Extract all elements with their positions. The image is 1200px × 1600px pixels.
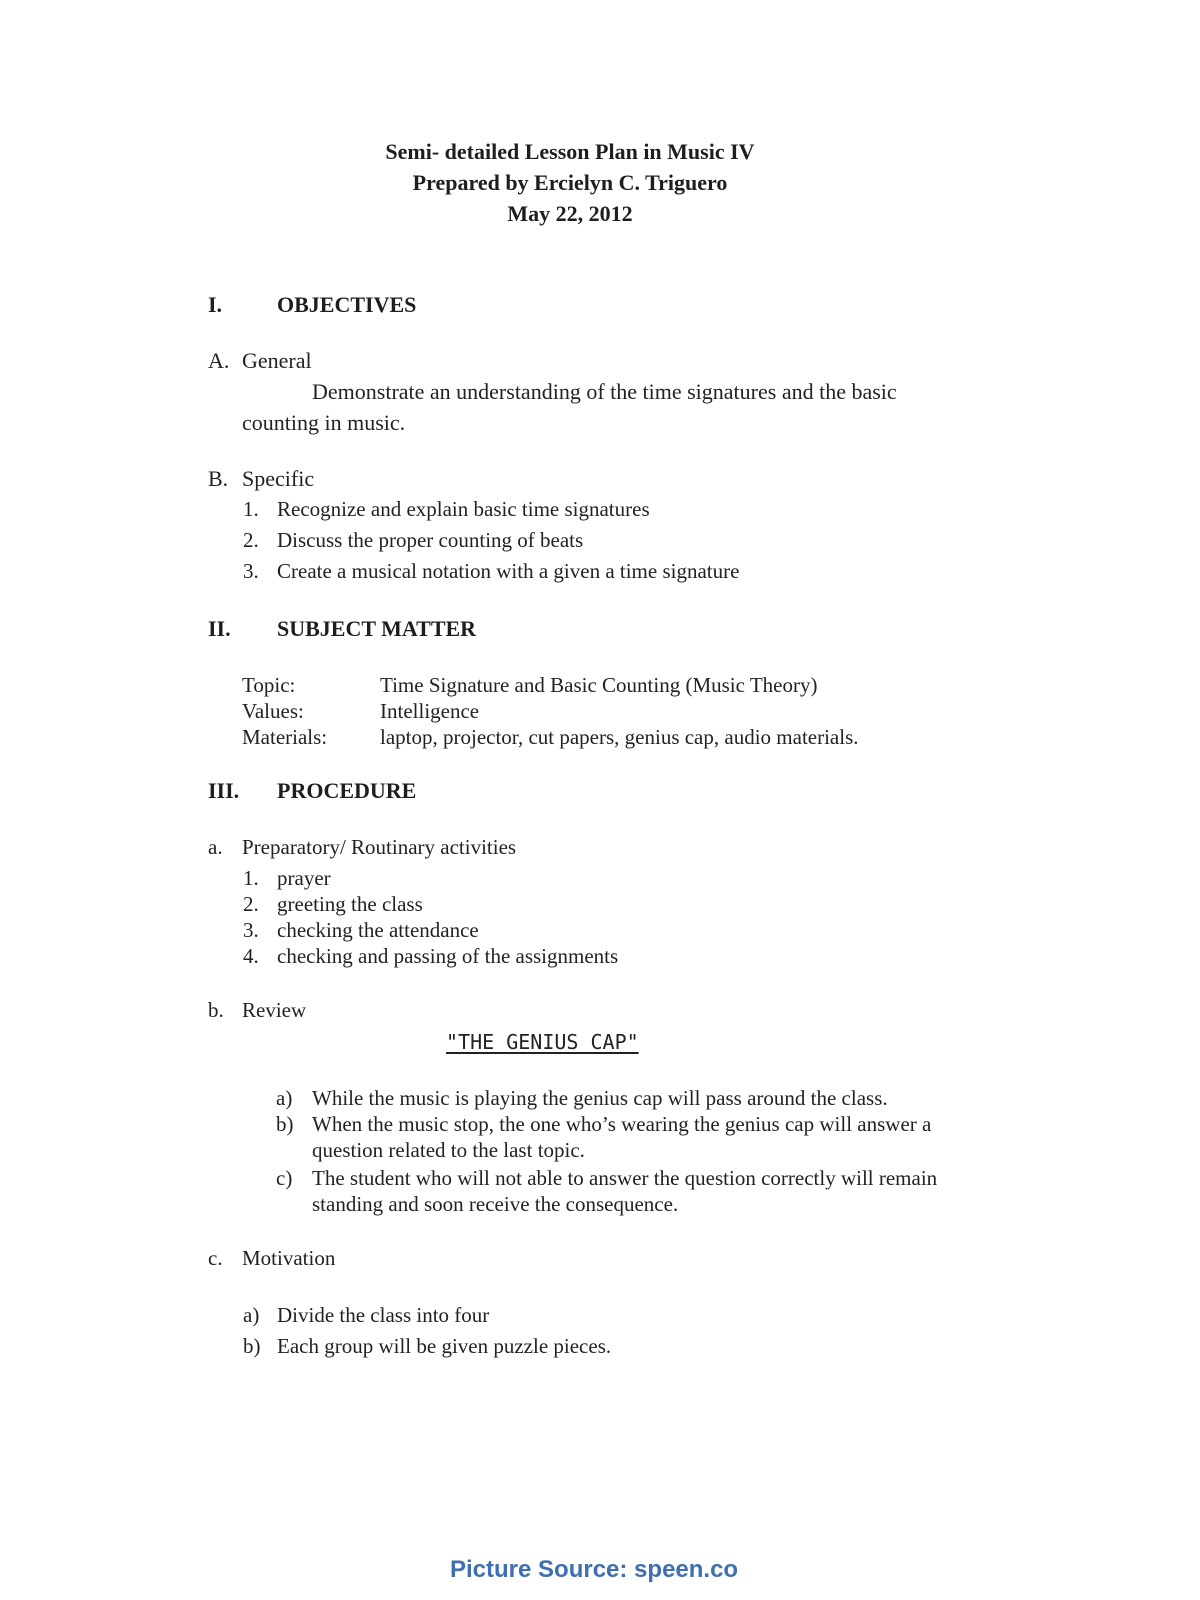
- values-label: Values:: [242, 699, 304, 723]
- general-text-line-2: counting in music.: [242, 410, 406, 435]
- preparatory-label: Preparatory/ Routinary activities: [242, 835, 517, 859]
- list-item-number: 3.: [243, 559, 259, 583]
- document-title: Semi- detailed Lesson Plan in Music IV: [385, 139, 755, 164]
- values-value: Intelligence: [380, 699, 480, 723]
- motivation-item: Divide the class into four: [277, 1303, 490, 1327]
- list-item: checking the attendance: [277, 918, 479, 942]
- general-text-line-1: Demonstrate an understanding of the time signatures and the basic: [312, 379, 897, 404]
- list-item-number: 3.: [243, 918, 259, 942]
- general-marker: A.: [208, 348, 230, 373]
- prepared-by: Prepared by Ercielyn C. Triguero: [412, 170, 728, 195]
- section-number-subject-matter: II.: [208, 616, 231, 641]
- list-item-number: 1.: [243, 497, 259, 521]
- materials-label: Materials:: [242, 725, 328, 749]
- list-item: Discuss the proper counting of beats: [277, 528, 584, 552]
- list-item: prayer: [277, 866, 331, 890]
- list-item: greeting the class: [277, 892, 423, 916]
- preparatory-marker: a.: [208, 835, 223, 859]
- review-marker: b.: [208, 998, 224, 1022]
- review-label: Review: [242, 998, 307, 1022]
- review-item-line-2: question related to the last topic.: [312, 1138, 585, 1162]
- section-heading-objectives: OBJECTIVES: [277, 292, 417, 317]
- general-label: General: [242, 348, 312, 373]
- review-item-line-1: The student who will not able to answer the question correctly will remain: [312, 1166, 938, 1190]
- section-heading-procedure: PROCEDURE: [277, 778, 417, 803]
- list-item-number: 2.: [243, 528, 259, 552]
- list-item: checking and passing of the assignments: [277, 944, 619, 968]
- review-item-marker: a): [276, 1086, 293, 1110]
- picture-source-caption: Picture Source: speen.co: [450, 1556, 739, 1583]
- section-number-procedure: III.: [208, 778, 240, 803]
- motivation-item-marker: a): [243, 1303, 260, 1327]
- specific-marker: B.: [208, 466, 229, 491]
- review-item: While the music is playing the genius cap will pass around the class.: [312, 1086, 888, 1110]
- section-heading-subject-matter: SUBJECT MATTER: [277, 616, 477, 641]
- review-item-line-1: When the music stop, the one who’s wearing the genius cap will answer a: [312, 1112, 932, 1136]
- list-item: Create a musical notation with a given a time signature: [277, 559, 740, 583]
- motivation-marker: c.: [208, 1246, 223, 1270]
- review-item-line-2: standing and soon receive the consequence.: [312, 1192, 679, 1216]
- topic-label: Topic:: [242, 673, 296, 697]
- list-item-number: 1.: [243, 866, 259, 890]
- motivation-item-marker: b): [243, 1334, 261, 1358]
- review-item-marker: c): [276, 1166, 293, 1190]
- review-activity-title: "THE GENIUS CAP": [446, 1030, 639, 1054]
- list-item-number: 2.: [243, 892, 259, 916]
- materials-value: laptop, projector, cut papers, genius cap, audio materials.: [380, 725, 859, 749]
- list-item-number: 4.: [243, 944, 259, 968]
- motivation-item: Each group will be given puzzle pieces.: [277, 1334, 612, 1358]
- topic-value: Time Signature and Basic Counting (Music Theory): [380, 673, 818, 697]
- list-item: Recognize and explain basic time signatures: [277, 497, 650, 521]
- specific-label: Specific: [242, 466, 315, 491]
- motivation-label: Motivation: [242, 1246, 336, 1270]
- section-number-objectives: I.: [208, 292, 223, 317]
- document-date: May 22, 2012: [507, 201, 633, 226]
- review-item-marker: b): [276, 1112, 294, 1136]
